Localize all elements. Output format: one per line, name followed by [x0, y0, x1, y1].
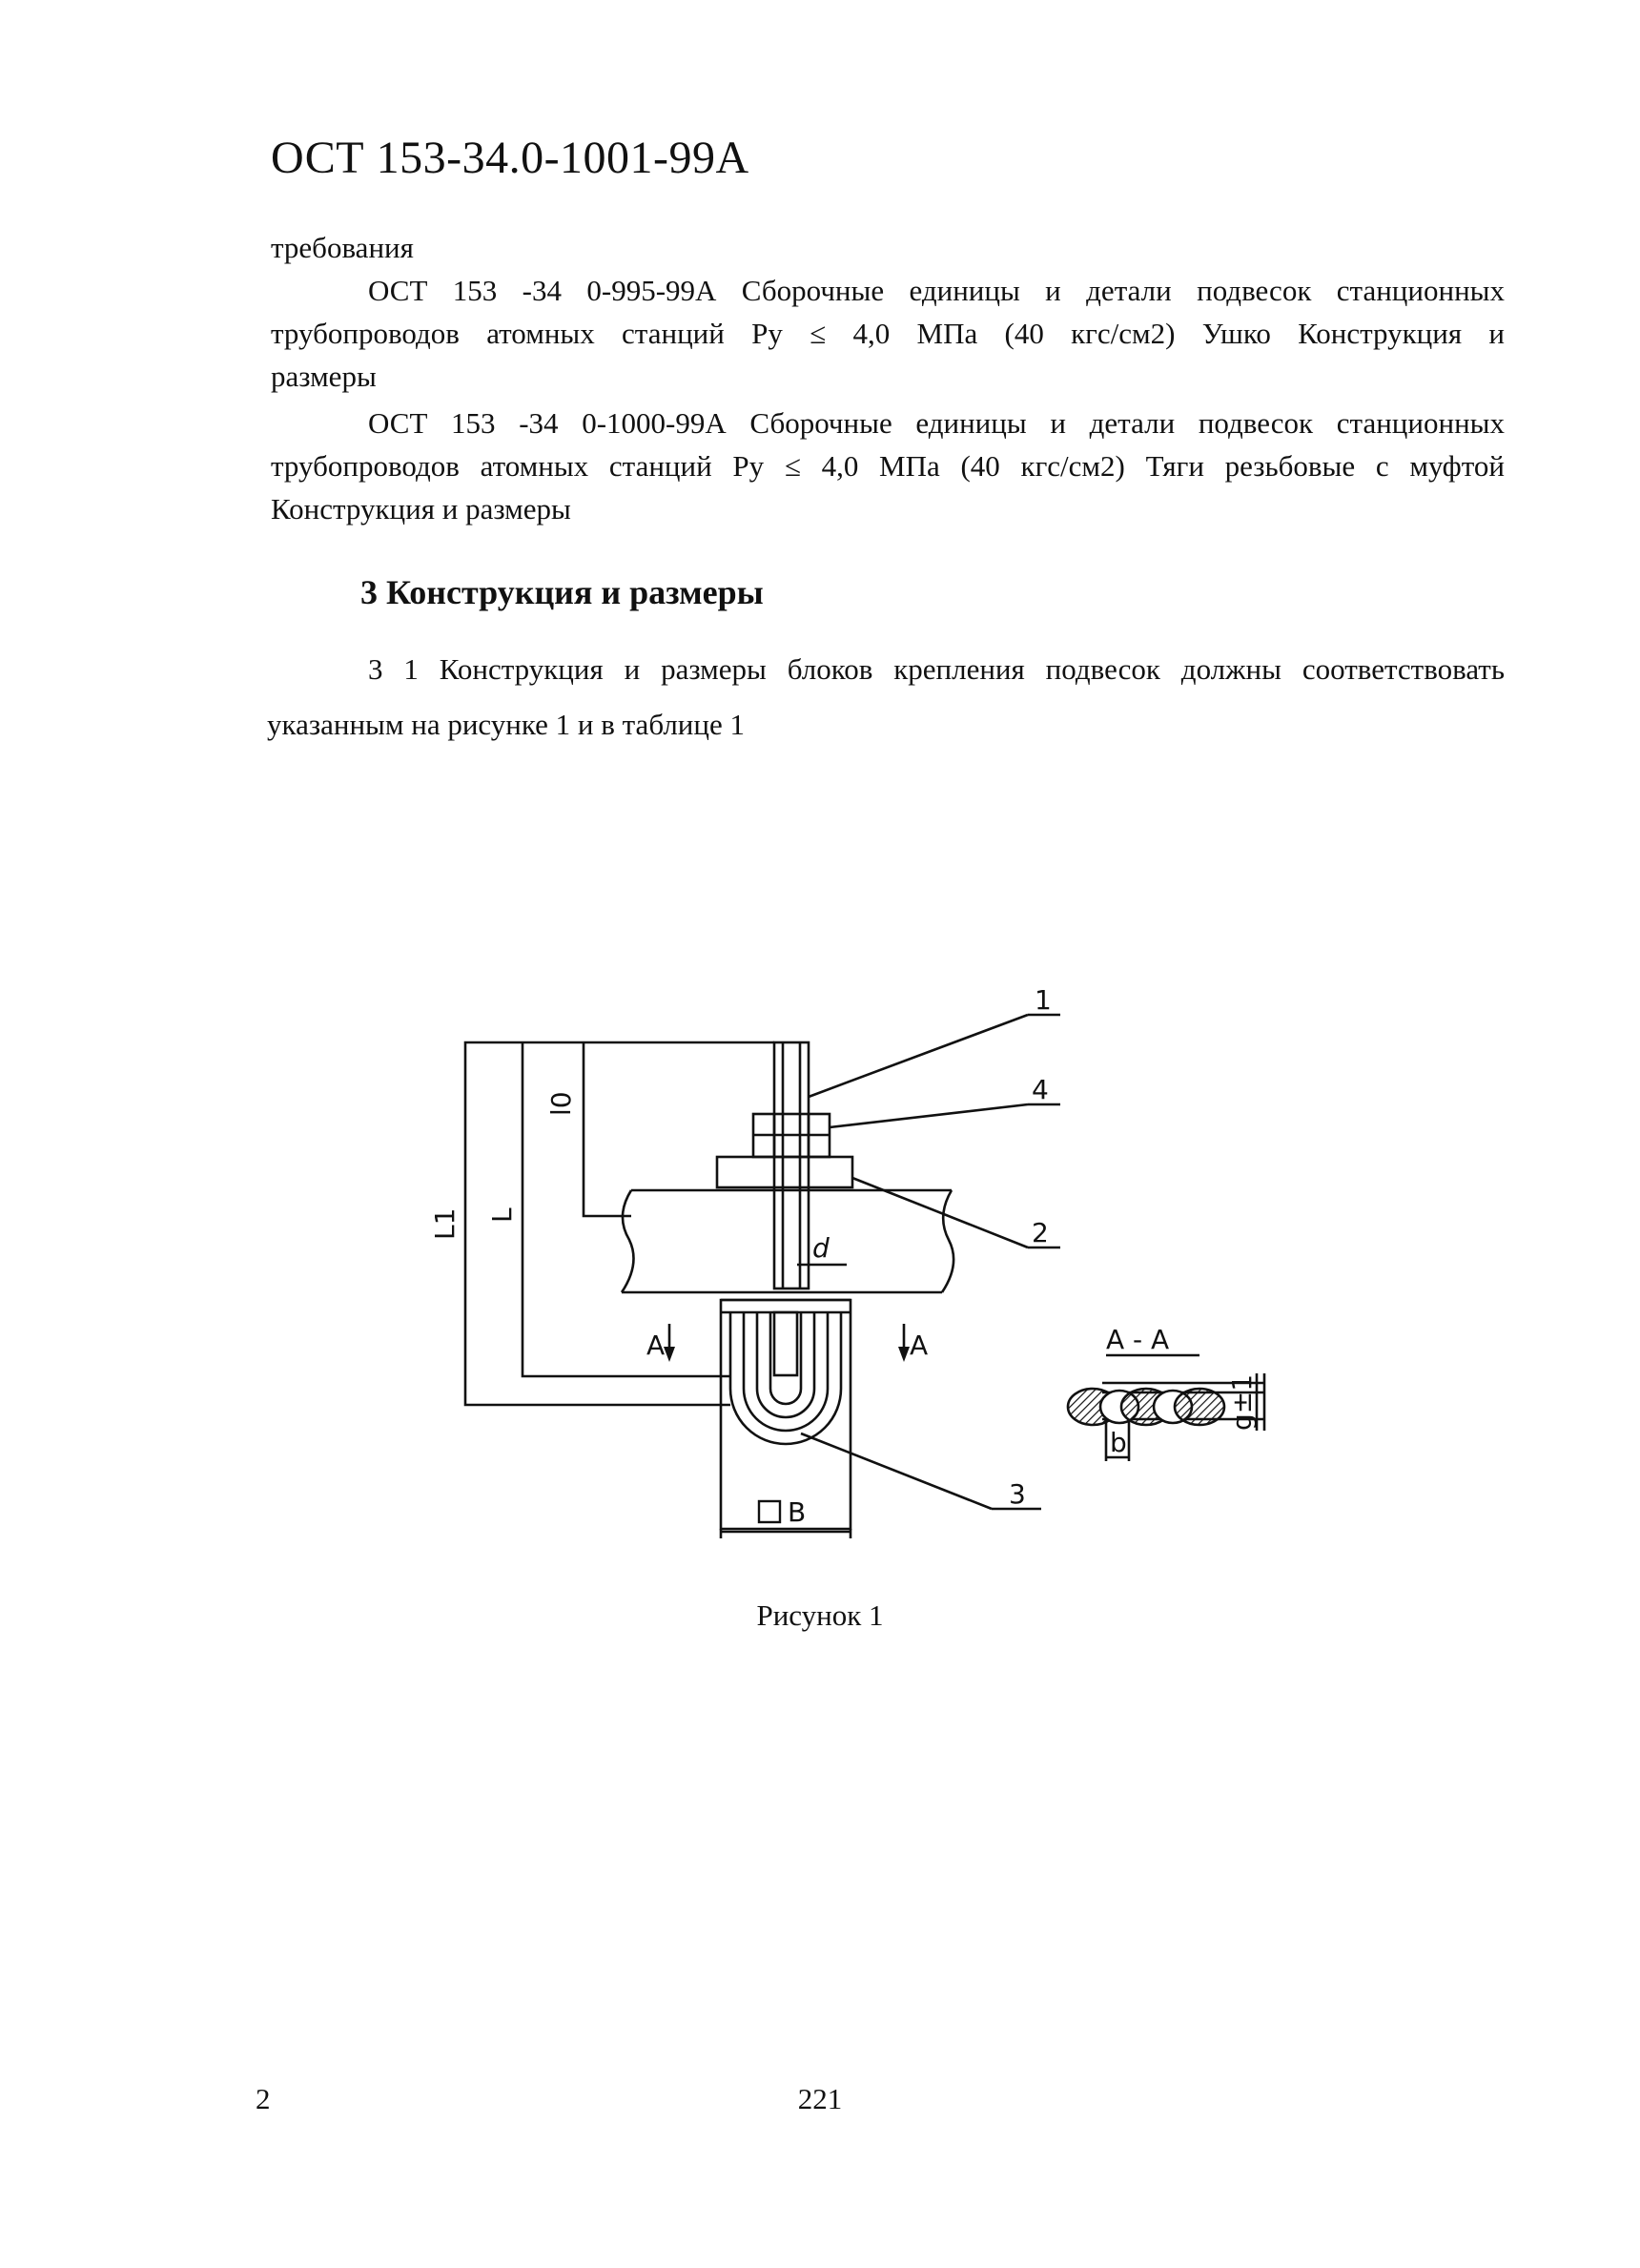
- square-symbol-icon: [759, 1501, 780, 1522]
- beam-left-break: [622, 1190, 634, 1292]
- leader-3: [801, 1433, 992, 1509]
- reference-2-line-3: Конструкция и размеры: [271, 492, 571, 526]
- section-mark-left: A: [646, 1330, 666, 1361]
- rod-lower: [774, 1312, 797, 1375]
- leader-1: [809, 1015, 1028, 1097]
- section-heading: 3 Конструкция и размеры: [360, 573, 764, 611]
- dim-L1-label: L1: [429, 1207, 461, 1240]
- u-bolt-outer: [730, 1312, 841, 1444]
- dim-l0-label: l0: [545, 1091, 577, 1116]
- dim-L-label: L: [486, 1207, 518, 1223]
- dim-b-label: b: [1110, 1427, 1127, 1458]
- beam-right-break: [942, 1190, 953, 1292]
- dim-l0-extension: [584, 1042, 631, 1216]
- sheet-number: 2: [256, 2082, 271, 2115]
- leader-2: [852, 1178, 1028, 1247]
- reference-1-line-3: размеры: [271, 360, 377, 393]
- dim-B-label: B: [788, 1496, 807, 1528]
- references-continuation: требования: [271, 231, 414, 264]
- callout-3: 3: [1009, 1478, 1026, 1510]
- washer: [717, 1157, 852, 1187]
- dim-d-label: d: [812, 1232, 830, 1264]
- section-title: А - А: [1106, 1324, 1170, 1355]
- u-bolt-inner: [757, 1312, 814, 1417]
- rod-upper: [774, 1042, 809, 1289]
- callout-2: 2: [1032, 1217, 1049, 1248]
- section-mark-right: A: [910, 1330, 929, 1361]
- bar-section-5: [1175, 1389, 1224, 1425]
- document-code: ОСТ 153-34.0-1001-99А: [271, 133, 749, 183]
- callout-4: 4: [1032, 1074, 1049, 1105]
- reference-1-line-1: ОСТ 153 -34 0-995-99А Сборочные единицы и детали подвесок станционных: [368, 274, 1505, 307]
- figure-caption: Рисунок 1: [756, 1598, 884, 1632]
- leader-4: [830, 1104, 1028, 1127]
- callout-1: 1: [1035, 984, 1052, 1016]
- dim-g-label: g±1: [1226, 1373, 1258, 1431]
- reference-2-line-2: трубопроводов атомных станций Ру ≤ 4,0 МПа (40 кгс/см2) Тяги резьбовые с муфтой: [271, 449, 1505, 483]
- clause-3-1-line-1: 3 1 Конструкция и размеры блоков крепления подвесок должны соответствовать: [368, 652, 1505, 686]
- page-number: 221: [797, 2082, 843, 2115]
- dim-L1-extension: [465, 1042, 774, 1405]
- reference-1-line-2: трубопроводов атомных станций Ру ≤ 4,0 МПа (40 кгс/см2) Ушко Конструкция и: [271, 317, 1505, 350]
- reference-2-line-1: ОСТ 153 -34 0-1000-99А Сборочные единицы и детали подвесок станционных: [368, 406, 1505, 440]
- clause-3-1-line-2: указанным на рисунке 1 и в таблице 1: [267, 708, 745, 741]
- block-outline: [721, 1300, 851, 1529]
